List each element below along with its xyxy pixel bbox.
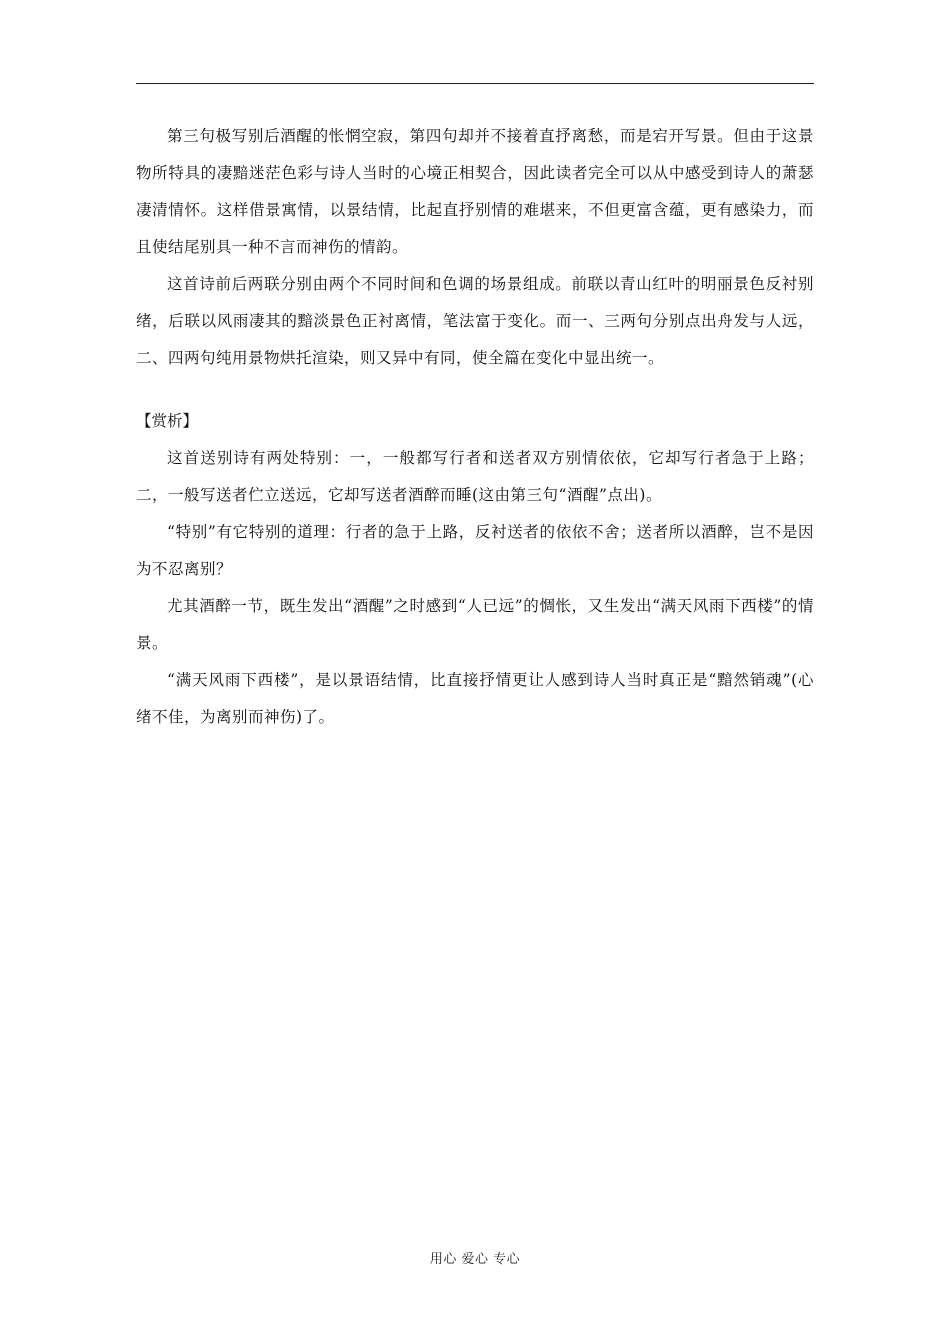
section-heading: 【赏析】 xyxy=(136,412,199,430)
page-footer: 用心 爱心 专心 xyxy=(429,1252,521,1267)
paragraph: “特别”有它特别的道理：行者的急于上路，反衬送者的依依不舍；送者所以酒醉，岂不是因为不忍离别？ xyxy=(136,523,814,578)
header-rule xyxy=(136,83,814,84)
section-gap xyxy=(136,377,814,403)
paragraph: 第三句极写别后酒醒的怅惘空寂，第四句却并不接着直抒离愁，而是宕开写景。但由于这景物所特具的凄黯迷茫色彩与诗人当时的心境正相契合，因此读者完全可以从中感受到诗人的萧瑟凄清情怀。这样借景寓情，以景结情，比起直抒别情的难堪来，不但更富含蕴，更有感染力，而且使结尾别具一种不言而神伤的情韵。 xyxy=(136,127,814,256)
paragraph: 这首诗前后两联分别由两个不同时间和色调的场景组成。前联以青山红叶的明丽景色反衬别绪，后联以风雨凄其的黯淡景色正衬离情，笔法富于变化。而一、三两句分别点出舟发与人远，二、四两句纯用景物烘托渲染，则又异中有同，使全篇在变化中显出统一。 xyxy=(136,275,814,367)
paragraph: “满天风雨下西楼”，是以景语结情，比直接抒情更让人感到诗人当时真正是“黯然销魂”(心绪不佳，为离别而神伤)了。 xyxy=(136,671,814,726)
paragraph: 这首送别诗有两处特别：一，一般都写行者和送者双方别情依依，它却写行者急于上路；二，一般写送者伫立送远，它却写送者酒醉而睡(这由第三句“酒醒”点出)。 xyxy=(136,449,814,504)
paragraph: 尤其酒醉一节，既生发出“酒醒”之时感到“人已远”的惆怅，又生发出“满天风雨下西楼”的情景。 xyxy=(136,597,814,652)
document-body xyxy=(136,118,814,736)
